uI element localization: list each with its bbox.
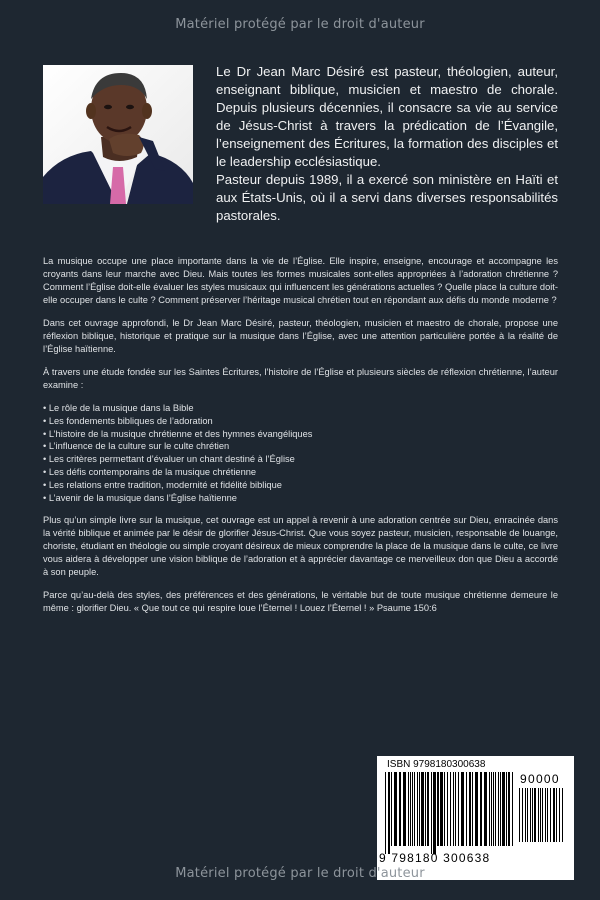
author-biography: [216, 63, 558, 225]
bio-paragraph-1: Le Dr Jean Marc Désiré est pasteur, théologien, auteur, enseignant biblique, musicien et maestro de chorale. Depuis plusieurs décennies, il consacre sa vie au service de Jésus-Christ à travers la prédication de l’Évangile, l’enseignement des Écritures, la formation des disciples et le leadership ecclésiastique.: [216, 64, 558, 169]
topic-item: • Les critères permettant d’évaluer un chant destiné à l’Église: [43, 454, 295, 465]
topic-item: • Le rôle de la musique dans la Bible: [43, 403, 194, 413]
copyright-watermark-top: Matériel protégé par le droit d'auteur: [175, 17, 425, 32]
description-paragraph-4: Plus qu’un simple livre sur la musique, cet ouvrage est un appel à revenir à une adoration centrée sur Dieu, enracinée dans la vérité biblique et animée par le désir de glorifier Jésus-Christ. Que vous soyez pasteur, musicien, responsable de louange, choriste, étudiant en théologie ou simple croyant désireux de mieux comprendre la place de la musique dans le culte, ce livre vous aidera à développer une vision biblique de l’adoration et à apprécier davantage ce merveilleux don que Dieu a accordé à son peuple.: [43, 515, 558, 578]
topic-item: • L’histoire de la musique chrétienne et des hymnes évangéliques: [43, 428, 313, 439]
ean-digits: 9 798180 300638: [379, 851, 491, 865]
addon-barcode-bars: [519, 788, 567, 870]
description-paragraph-5: Parce qu’au-delà des styles, des préférences et des générations, le véritable but de toute musique chrétienne demeure le même : glorifier Dieu. « Que tout ce qui respire loue l’Éternel ! Louez l’Éternel ! » Psaume 150:6: [43, 590, 558, 614]
description-paragraph-3: À travers une étude fondée sur les Saintes Écritures, l’histoire de l’Église et plusieurs siècles de réflexion chrétienne, l’auteur examine :: [43, 367, 558, 390]
addon-digits: 90000: [520, 772, 560, 786]
topics-list: [43, 402, 558, 504]
isbn-label: ISBN 9798180300638: [387, 759, 486, 770]
ean-barcode-bars: [385, 772, 515, 854]
author-portrait-illustration: [43, 65, 193, 204]
topic-item: • L’influence de la culture sur le culte chrétien: [43, 441, 230, 452]
topic-item: • Les relations entre tradition, modernité et fidélité biblique: [43, 479, 282, 490]
copyright-watermark-bottom: Matériel protégé par le droit d'auteur: [175, 866, 425, 881]
isbn-barcode: [377, 756, 574, 880]
bio-paragraph-2: Pasteur depuis 1989, il a exercé son ministère en Haïti et aux États-Unis, où il a servi dans diverses responsabilités pastorales.: [216, 172, 558, 223]
topic-item: • Les fondements bibliques de l’adoration: [43, 415, 213, 426]
author-photo: [43, 65, 193, 204]
topic-item: • L’avenir de la musique dans l’Église haïtienne: [43, 492, 237, 503]
topic-item: • Les défis contemporains de la musique chrétienne: [43, 466, 257, 477]
book-description: [43, 255, 558, 625]
description-paragraph-2: Dans cet ouvrage approfondi, le Dr Jean Marc Désiré, pasteur, théologien, musicien et maestro de chorale, propose une réflexion biblique, historique et pratique sur la musique dans l’Église, avec une attention particulière portée à la réalité de l’Église haïtienne.: [43, 318, 558, 354]
description-paragraph-1: La musique occupe une place importante dans la vie de l’Église. Elle inspire, enseigne, encourage et accompagne les croyants dans leur marche avec Dieu. Mais toutes les formes musicales sont-elles appropriées à l’adoration chrétienne ? Comment l’Église doit-elle évaluer les styles musicaux qui influencent les générations actuelles ? Quelle place la culture doit-elle occuper dans le culte ? Comment préserver l’héritage musical chrétien tout en répondant aux défis du monde moderne ?: [43, 256, 558, 305]
